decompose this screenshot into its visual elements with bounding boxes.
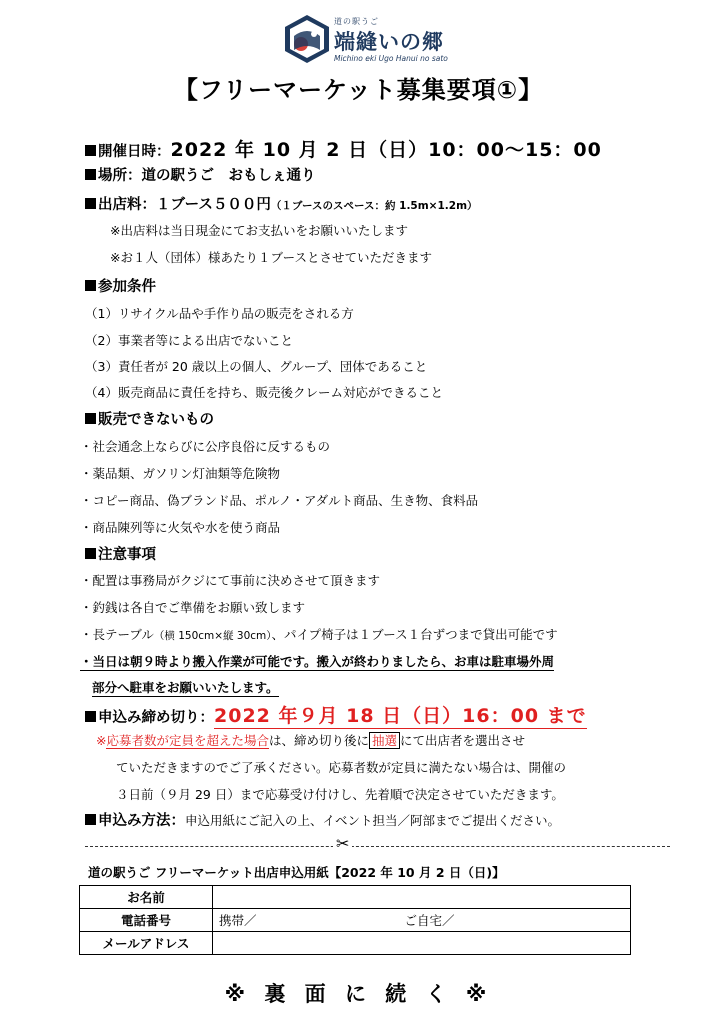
fee-space: （１ブースのスペース：約 1.5m×1.2m） bbox=[270, 200, 478, 212]
bullet-square-icon bbox=[85, 711, 96, 722]
home-label: ご自宅／ bbox=[404, 913, 455, 928]
fee-row bbox=[85, 193, 478, 214]
deadline-label: 申込み締め切り： bbox=[98, 710, 214, 726]
deadline-value: 2022 年９月 18 日（日）16：00 まで bbox=[214, 705, 587, 727]
prohibited-item: ・コピー商品、偽ブランド品、ポルノ・アダルト商品、生き物、食料品 bbox=[80, 493, 479, 508]
mobile-label: 携帯／ bbox=[219, 913, 257, 928]
deadline-row bbox=[85, 701, 587, 728]
caution-table-size: （横 150cm×縦 30cm） bbox=[153, 630, 272, 642]
continued-on-back: ※ 裏 面 に 続 く ※ bbox=[224, 982, 493, 1006]
fee-label: 出店料： bbox=[98, 197, 156, 213]
note-mark: ※ bbox=[96, 733, 107, 748]
prohibited-item: ・社会通念上ならびに公序良俗に反するもの bbox=[80, 439, 331, 454]
email-label: メールアドレス bbox=[80, 932, 213, 955]
bullet-square-icon bbox=[85, 145, 96, 156]
logo-main-text: 端縫いの郷 bbox=[334, 30, 444, 54]
event-date-value: 2022 年 10 月 2 日（日）10：00～15：00 bbox=[170, 139, 602, 161]
bullet-square-icon bbox=[85, 814, 96, 825]
logo-emblem-icon bbox=[284, 14, 330, 64]
conditions-heading: 参加条件 bbox=[98, 279, 156, 295]
caution-item-bold bbox=[80, 652, 554, 670]
fee-value: １ブース５００円 bbox=[156, 197, 271, 213]
note-end: にて出店者を選出させ bbox=[400, 733, 526, 748]
phone-label: 電話番号 bbox=[80, 909, 213, 932]
cautions-heading: 注意事項 bbox=[98, 547, 156, 563]
method-value: 申込用紙にご記入の上、イベント担当／阿部までご提出ください。 bbox=[185, 813, 561, 828]
prohibited-item: ・薬品類、ガソリン灯油類等危険物 bbox=[80, 466, 281, 481]
bullet-square-icon bbox=[85, 198, 96, 209]
deadline-note-line3: ３日前（９月 29 日）まで応募受け付けし、先着順で決定させていただきます。 bbox=[116, 787, 564, 802]
event-date-row bbox=[85, 135, 602, 162]
caution-bold-line2: 部分へ駐車をお願いいたします。 bbox=[92, 680, 279, 695]
page-title: 【フリーマーケット募集要項①】 bbox=[173, 76, 544, 104]
event-place-row bbox=[85, 164, 316, 185]
name-label: お名前 bbox=[80, 886, 213, 909]
caution-table-rest: 、パイプ椅子は１ブース１台ずつまで貸出可能です bbox=[271, 627, 558, 642]
caution-item-table bbox=[80, 625, 558, 643]
method-row bbox=[85, 809, 560, 830]
bullet-square-icon bbox=[85, 413, 96, 424]
condition-item: （3）責任者が 20 歳以上の個人、グループ、団体であること bbox=[85, 359, 428, 374]
prohibited-heading: 販売できないもの bbox=[98, 412, 214, 428]
table-row bbox=[80, 886, 631, 909]
scissors-icon: ✂ bbox=[333, 834, 352, 853]
table-row bbox=[80, 909, 631, 932]
method-label: 申込み方法： bbox=[98, 813, 185, 829]
fee-note: ※出店料は当日現金にてお支払いをお願いいたします bbox=[110, 223, 408, 238]
caution-bold-line1: ・当日は朝９時より搬入作業が可能です。搬入が終わりましたら、お車は駐車場外周 bbox=[80, 654, 555, 669]
caution-table-text: ・長テーブル bbox=[80, 627, 154, 642]
event-place-label: 場所： bbox=[98, 168, 142, 184]
bullet-square-icon bbox=[85, 169, 96, 180]
prohibited-item: ・商品陳列等に火気や水を使う商品 bbox=[80, 520, 281, 535]
logo bbox=[284, 12, 448, 68]
condition-item: （1）リサイクル品や手作り品の販売をされる方 bbox=[85, 306, 354, 321]
caution-item: ・配置は事務局がクジにて事前に決めさせて頂きます bbox=[80, 573, 381, 588]
event-date-label: 開催日時： bbox=[98, 144, 171, 160]
form-title: 道の駅うご フリーマーケット出店申込用紙【2022 年 10 月 2 日（日)】 bbox=[88, 865, 505, 880]
bullet-square-icon bbox=[85, 280, 96, 291]
name-field[interactable] bbox=[213, 886, 631, 909]
note-red-over: 応募者数が定員を超えた場合 bbox=[106, 733, 269, 748]
note-red-lottery: 抽選 bbox=[369, 732, 400, 749]
fee-note: ※お１人（団体）様あたり１ブースとさせていただきます bbox=[110, 250, 432, 265]
caution-item-bold-cont bbox=[92, 678, 279, 696]
prohibited-heading-row bbox=[85, 408, 214, 429]
table-row bbox=[80, 932, 631, 955]
condition-item: （2）事業者等による出店でないこと bbox=[85, 333, 293, 348]
caution-item: ・釣銭は各自でご準備をお願い致します bbox=[80, 600, 306, 615]
phone-field[interactable] bbox=[213, 909, 631, 932]
note-mid: は、締め切り後に bbox=[269, 733, 370, 748]
deadline-note-line1 bbox=[96, 731, 525, 749]
deadline-note-line2: ていただきますのでご了承ください。応募者数が定員に満たない場合は、開催の bbox=[116, 760, 567, 775]
logo-sub-text: Michino eki Ugo Hanui no sato bbox=[334, 54, 448, 63]
condition-item: （4）販売商品に責任を持ち、販売後クレーム対応ができること bbox=[85, 385, 443, 400]
email-field[interactable] bbox=[213, 932, 631, 955]
logo-small-text: 道の駅うご bbox=[334, 17, 379, 26]
bullet-square-icon bbox=[85, 548, 96, 559]
event-place-value: 道の駅うご おもしぇ通り bbox=[141, 168, 316, 184]
cautions-heading-row bbox=[85, 543, 156, 564]
application-form-table bbox=[79, 885, 631, 955]
conditions-heading-row bbox=[85, 275, 156, 296]
cut-line bbox=[85, 846, 670, 847]
